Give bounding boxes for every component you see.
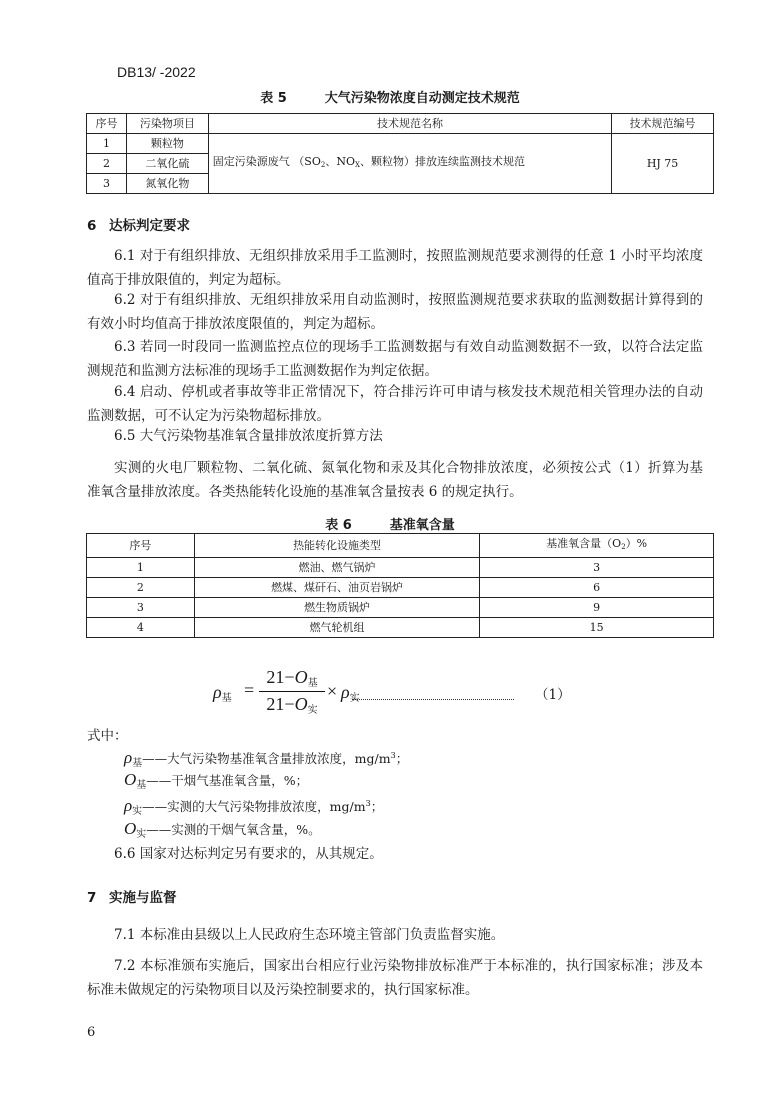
paragraph-6-1: 6.1 对于有组织排放、无组织排放采用手工监测时，按照监测规范要求测得的任意 1 小时平均浓度值高于排放限值的，判定为超标。: [87, 248, 703, 288]
table6-cell-type: 燃生物质锅炉: [194, 598, 480, 618]
table6-cell-type: 燃油、燃气锅炉: [194, 558, 480, 578]
paragraph-6-5-body: 实测的火电厂颗粒物、二氧化硫、氮氧化物和汞及其化合物排放浓度，必须按公式（1）折算为基准氧含量排放浓度。各类热能转化设施的基准氧含量按表 6 的规定执行。: [87, 460, 703, 500]
table5-header-pollutant: 污染物项目: [126, 114, 208, 134]
table6-header-oxygen: 基准氧含量（O2）%: [480, 534, 714, 558]
table5-cell-spec-code: HJ 75: [612, 134, 714, 194]
formula-equals: =: [244, 680, 255, 700]
table6-caption: [0, 514, 780, 533]
paragraph-6-4: 6.4 启动、停机或者事故等非正常情况下，符合排污许可申请与核发技术规范相关管理办法的自动监测数据，可不认定为污染物超标排放。: [87, 384, 703, 424]
table6-header-type: 热能转化设施类型: [194, 534, 480, 558]
section7-heading: [87, 886, 177, 906]
table5-cell-pollutant: 氮氧化物: [126, 174, 208, 194]
table6-caption-title: 基准氧含量: [389, 518, 455, 533]
table6-cell-type: 燃气轮机组: [194, 618, 480, 638]
formula-denominator: $21-O_实$: [266, 694, 318, 716]
paragraph-6-2: 6.2 对于有组织排放、无组织排放采用自动监测时，按照监测规范要求获取的监测数据计算得到的有效小时均值高于排放浓度限值的，判定为超标。: [87, 292, 703, 332]
formula-rhs: $\rho_实$: [341, 682, 360, 704]
table5-caption-title: 大气污染物浓度自动测定技术规范: [324, 91, 520, 106]
table6-cell-type: 燃煤、煤矸石、油页岩锅炉: [194, 578, 480, 598]
table6-cell-value: 3: [480, 558, 714, 578]
table5: [86, 113, 714, 194]
paragraph-6-5: 6.5 大气污染物基准氧含量排放浓度折算方法: [114, 428, 383, 444]
table6-cell-no: 3: [87, 598, 195, 618]
table5-cell-no: 2: [87, 154, 127, 174]
table-row: [87, 134, 714, 154]
table6-cell-no: 4: [87, 618, 195, 638]
table6-cell-value: 6: [480, 578, 714, 598]
paragraph-6-6: 6.6 国家对达标判定另有要求的，从其规定。: [114, 846, 383, 862]
section6-title: 达标判定要求: [109, 218, 190, 234]
section6-number: 6: [87, 218, 97, 234]
table-row: [87, 598, 714, 618]
formula-fraction-bar: [259, 691, 325, 692]
table6-caption-number: 表 6: [325, 518, 352, 533]
standard-number: DB13/ -2022: [117, 64, 196, 80]
table5-cell-no: 3: [87, 174, 127, 194]
table6: [86, 533, 714, 638]
table-row: [87, 618, 714, 638]
table6-cell-no: 2: [87, 578, 195, 598]
table5-caption: [0, 87, 780, 106]
section7-title: 实施与监督: [109, 890, 177, 906]
table5-cell-pollutant: 二氧化硫: [126, 154, 208, 174]
table5-cell-pollutant: 颗粒物: [126, 134, 208, 154]
formula-lhs: $\rho_基$: [213, 682, 232, 704]
paragraph-7-2: 7.2 本标准颁布实施后，国家出台相应行业污染物排放标准严于本标准的，执行国家标准；涉及本标准未做规定的污染物项目以及污染控制要求的，执行国家标准。: [87, 958, 703, 998]
table5-header-spec-code: 技术规范编号: [612, 114, 714, 134]
formula-def-o-actual: $O_实——$实测的干烟气氧含量，%。: [124, 819, 321, 840]
formula-number: （1）: [535, 687, 571, 703]
table6-cell-value: 15: [480, 618, 714, 638]
formula-times: ×: [327, 681, 338, 701]
table6-cell-no: 1: [87, 558, 195, 578]
table-row: [87, 558, 714, 578]
table5-caption-number: 表 5: [260, 91, 287, 106]
paragraph-6-3: 6.3 若同一时段同一监测监控点位的现场手工监测数据与有效自动监测数据不一致，以符合法定监测规范和监测方法标准的现场手工监测数据作为判定依据。: [87, 339, 703, 379]
table6-header-no: 序号: [87, 534, 195, 558]
table5-header-no: 序号: [87, 114, 127, 134]
section6-heading: [87, 214, 190, 234]
table6-header-row: [87, 534, 714, 558]
formula-leader-dots: [352, 691, 514, 700]
table5-cell-no: 1: [87, 134, 127, 154]
section7-number: 7: [87, 890, 97, 906]
formula-def-o-base: $O_基——$干烟气基准氧含量，%；: [124, 770, 309, 791]
table5-cell-spec-name: 固定污染源废气 （SO2、NOX、颗粒物）排放连续监测技术规范: [208, 134, 611, 194]
page-number: 6: [87, 1025, 96, 1040]
formula-def-rho-actual: $\rho_实——$实测的大气污染物排放浓度，$mg/m^3$；: [124, 796, 384, 818]
formula-where-label: 式中：: [87, 728, 128, 744]
paragraph-7-1: 7.1 本标准由县级以上人民政府生态环境主管部门负责监督实施。: [114, 927, 505, 943]
table-row: [87, 578, 714, 598]
table6-cell-value: 9: [480, 598, 714, 618]
formula-numerator: $21-O_基$: [266, 667, 318, 689]
table5-header-spec-name: 技术规范名称: [208, 114, 611, 134]
formula-def-rho-base: $\rho_基——$大气污染物基准氧含量排放浓度，$mg/m^3$；: [124, 748, 409, 770]
table5-header-row: [87, 114, 714, 134]
